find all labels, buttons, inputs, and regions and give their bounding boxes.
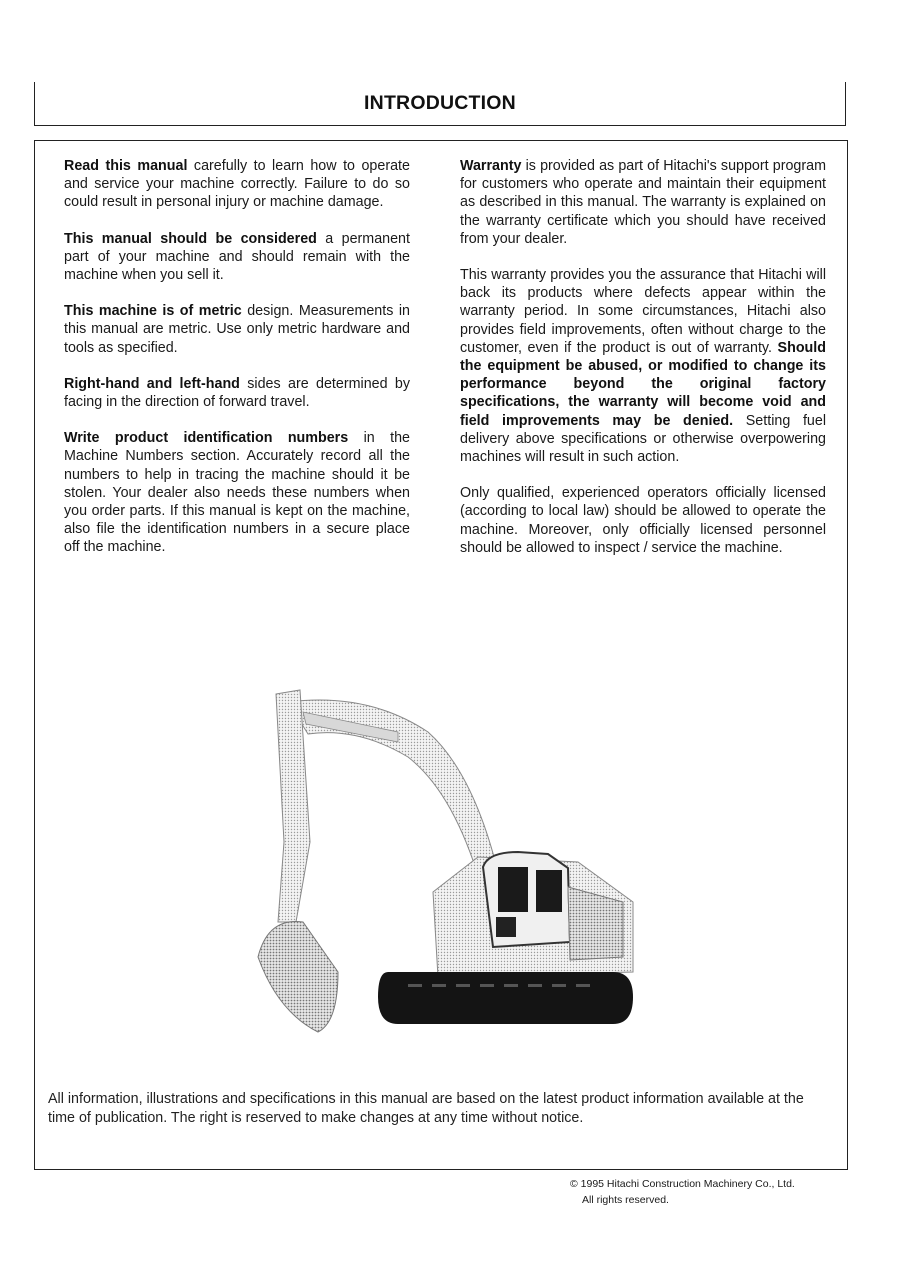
paragraph-hand-sides (64, 375, 410, 411)
excavator-icon (248, 672, 638, 1042)
copyright-block (570, 1176, 795, 1208)
title-box (34, 82, 846, 126)
copyright-text: © 1995 Hitachi Construction Machinery Co., Ltd. (570, 1178, 795, 1190)
paragraph-identification (64, 429, 410, 556)
lead-warranty: Warranty (460, 158, 522, 174)
lead-read-manual: Read this manual (64, 158, 188, 174)
paragraph-metric (64, 302, 410, 357)
paragraph-read-manual (64, 157, 410, 212)
paragraph-warranty (460, 157, 826, 248)
left-column (64, 157, 410, 575)
text-identification: in the Machine Numbers section. Accurately record all the numbers to help in tracing the machine should it be stolen. Your dealer also needs these numbers when you order parts. If this manual is kept on the machine, also file the identification numbers in a secure place off the machine. (64, 430, 410, 556)
text-hand-sides: sides are determined by facing in the direction of forward travel. (64, 375, 410, 411)
bold-warranty-void: Should the equipment be abused, or modified to change its performance beyond the original factory specifications, the warranty will become void and field improvements may be denied. (460, 339, 826, 429)
text-qualified-operators: Only qualified, experienced operators officially licensed (according to local law) should be allowed to operate the machine. Moreover, only officially licensed personnel should be allowed to inspect / service the machine. (460, 485, 826, 556)
excavator-illustration (248, 672, 638, 1042)
text-read-manual: carefully to learn how to operate and service your machine correctly. Failure to do so could result in personal injury or machine damage. (64, 158, 410, 211)
text-warranty-assurance-a: This warranty provides you the assurance that Hitachi will back its products where defects appear within the warranty period. In some circumstances, Hitachi also provides field improvements, often without charge to the customer, even if the product is out of warranty. (460, 267, 826, 356)
paragraph-warranty-assurance (460, 266, 826, 466)
rights-text: All rights reserved. (582, 1194, 669, 1206)
page-title: INTRODUCTION (364, 92, 516, 114)
lead-hand-sides: Right-hand and left-hand (64, 375, 240, 392)
lead-metric: This machine is of metric (64, 303, 242, 320)
right-column (460, 157, 826, 575)
text-warranty-assurance-b: Setting fuel delivery above specifications or otherwise overpowering machines will result in such action. (460, 412, 826, 466)
disclaimer-notice: All information, illustrations and specifications in this manual are based on the latest product information available at the time of publication. The right is reserved to make changes at any time without notice. (48, 1091, 804, 1126)
paragraph-permanent-part (64, 230, 410, 285)
paragraph-qualified-operators (460, 484, 826, 557)
text-metric: design. Measurements in this manual are metric. Use only metric hardware and tools as specified. (64, 303, 410, 356)
text-warranty: is provided as part of Hitachi's support program for customers who operate and maintain their equipment as described in this manual. The warranty is explained on the warranty certificate which you should have received from your dealer. (460, 158, 826, 247)
text-permanent-part: a permanent part of your machine and should remain with the machine when you sell it. (64, 230, 410, 284)
lead-identification: Write product identification numbers (64, 430, 349, 447)
lead-permanent-part: This manual should be considered (64, 230, 317, 247)
